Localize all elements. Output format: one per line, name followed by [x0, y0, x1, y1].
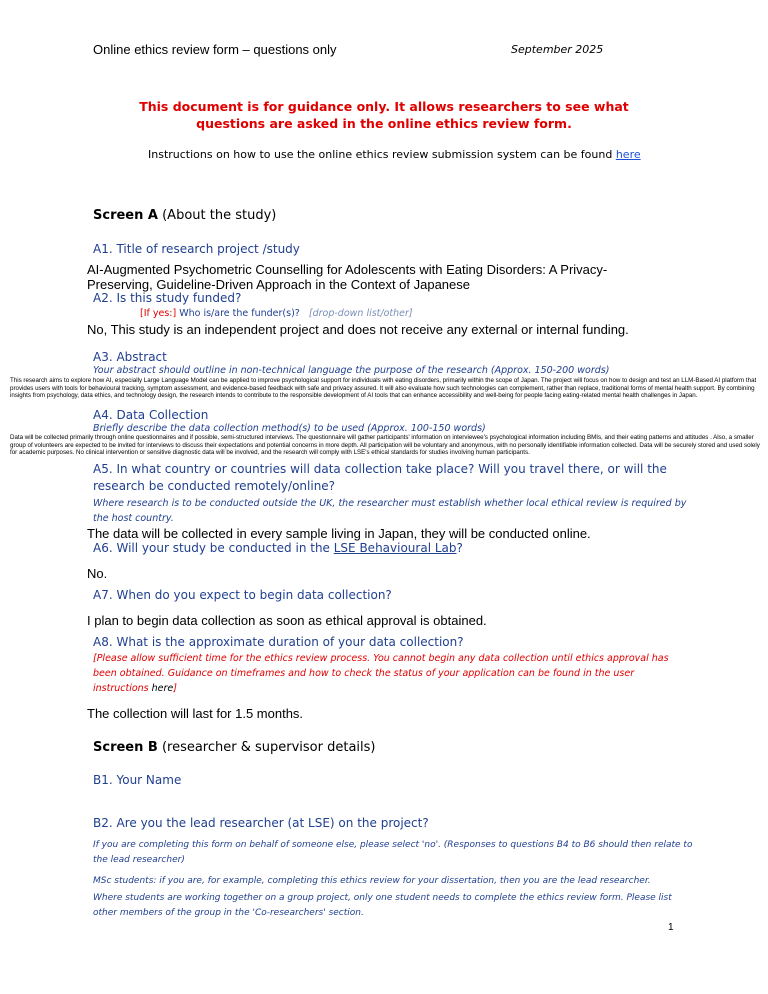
answer-a1: AI-Augmented Psychometric Counselling for Adolescents with Eating Disorders: A Privacy-Preserving, Guideline-Driven Approach in the Context of Japanese — [87, 262, 608, 292]
question-a6-end: ? — [456, 541, 463, 555]
question-a6-text: A6. Will your study be conducted in the — [93, 541, 334, 555]
a2-who-funder: Who is/are the funder(s)? — [176, 308, 300, 319]
question-b2: B2. Are you the lead researcher (at LSE) on the project? — [93, 816, 429, 830]
question-a5-line2: research be conducted remotely/online? — [93, 479, 336, 493]
answer-a2: No, This study is an independent project and does not receive any external or internal funding. — [87, 322, 629, 337]
question-a1: A1. Title of research project /study — [93, 242, 300, 256]
question-b1: B1. Your Name — [93, 773, 182, 787]
a2-funder-line — [140, 308, 413, 319]
document-date: September 2025 — [511, 43, 604, 56]
instructions-text: Instructions on how to use the online ethics review submission system can be found — [148, 148, 616, 161]
screen-b-label: Screen B — [93, 740, 158, 755]
hint-b2-1: If you are completing this form on behalf of someone else, please select 'no'. (Responses to questions B4 to B6 should then relate to the lead researcher) — [93, 840, 693, 865]
answer-a7: I plan to begin data collection as soon as ethical approval is obtained. — [87, 613, 487, 628]
warning-line-2: questions are asked in the online ethics review form. — [196, 116, 572, 131]
screen-b-heading — [93, 740, 376, 755]
instructions-line — [148, 148, 641, 161]
a2-dropdown-hint: [drop-down list/other] — [308, 308, 413, 319]
screen-b-sub: (researcher & supervisor details) — [157, 740, 376, 755]
answer-a6: No. — [87, 566, 108, 581]
hint-a3: Your abstract should outline in non-technical language the purpose of the research (Approx. 150-200 words) — [93, 365, 610, 376]
hint-a8-end: ] — [173, 683, 177, 694]
question-a2: A2. Is this study funded? — [93, 291, 242, 305]
guidance-warning — [0, 98, 768, 132]
page-number: 1 — [668, 922, 674, 933]
hint-b2-3: Where students are working together on a group project, only one student needs to complete the ethics review form. Please list other members of the group in the 'Co-researchers' section. — [93, 893, 672, 918]
question-a3: A3. Abstract — [93, 350, 167, 364]
hint-a8-text: [Please allow sufficient time for the ethics review process. You cannot begin any data collection until ethics approval has been obtained. Guidance on timeframes and how to check the status of your application can be found in the user instructions — [93, 653, 669, 694]
hint-a8 — [93, 651, 678, 696]
a2-if-yes: [If yes:] — [140, 308, 177, 319]
question-a5-line1: A5. In what country or countries will data collection take place? Will you travel there, or will the — [93, 462, 667, 476]
hint-b2-2: MSc students: if you are, for example, completing this ethics review for your dissertation, then you are the lead researcher. — [93, 876, 651, 886]
hint-a4: Briefly describe the data collection method(s) to be used (Approx. 100-150 words) — [93, 423, 486, 434]
instructions-link[interactable]: here — [615, 148, 641, 161]
answer-a8: The collection will last for 1.5 months. — [87, 706, 304, 721]
screen-a-label: Screen A — [93, 208, 158, 223]
hint-a8-here[interactable]: here — [151, 683, 174, 694]
question-a6 — [93, 541, 463, 555]
document-title: Online ethics review form – questions only — [93, 42, 337, 57]
answer-a4: Data will be collected primarily through online questionnaires and if possible, semi-structured interviews. The questionnaire will gather participants' information on interviewee's psychological information including BMIs, and their eating patterns and attitudes . Also, a smaller group of volunteers are expected to be invited for interviews to discuss their expectations and potential concerns in more depth. All participation will be voluntary and anonymous, with no personally identifiable information collected. Data will be securely stored and used solely for academic purposes. No clinical intervention or sensitive diagnostic data will be involved, and the research will comply with LSE's ethical standards for studies involving human participants. — [10, 434, 760, 456]
question-a8: A8. What is the approximate duration of your data collection? — [93, 635, 464, 649]
warning-line-1: This document is for guidance only. It allows researchers to see what — [139, 99, 629, 114]
screen-a-heading — [93, 208, 276, 223]
screen-a-sub: (About the study) — [157, 208, 277, 223]
question-a4: A4. Data Collection — [93, 408, 209, 422]
question-a7: A7. When do you expect to begin data collection? — [93, 588, 392, 602]
answer-a3: This research aims to explore how AI, especially Large Language Model can be applied to improve psychological support for individuals with eating disorders, primarily within the scope of Japan. The project will focus on how to design and test an LLM-Based AI platform that provides users with tools for behavioural tracking, symptom assessment, and evidence-based feedback with safe and privacy assured. It will also evaluate how such technologies can complement, rather than replace, traditional forms of mental health support. By combining insights from psychology, data ethics, and technology design, the research intends to contribute to the responsible development of AI tools that can enhance accessibility and well-being for people facing eating-related mental health challenges in Japan. — [10, 377, 757, 399]
answer-a5: The data will be collected in every sample living in Japan, they will be conducted online. — [87, 526, 591, 541]
hint-a5: Where research is to be conducted outside the UK, the researcher must establish whether local ethical review is required by the host country. — [93, 498, 687, 524]
behavioural-lab-link[interactable]: LSE Behavioural Lab — [333, 541, 457, 555]
